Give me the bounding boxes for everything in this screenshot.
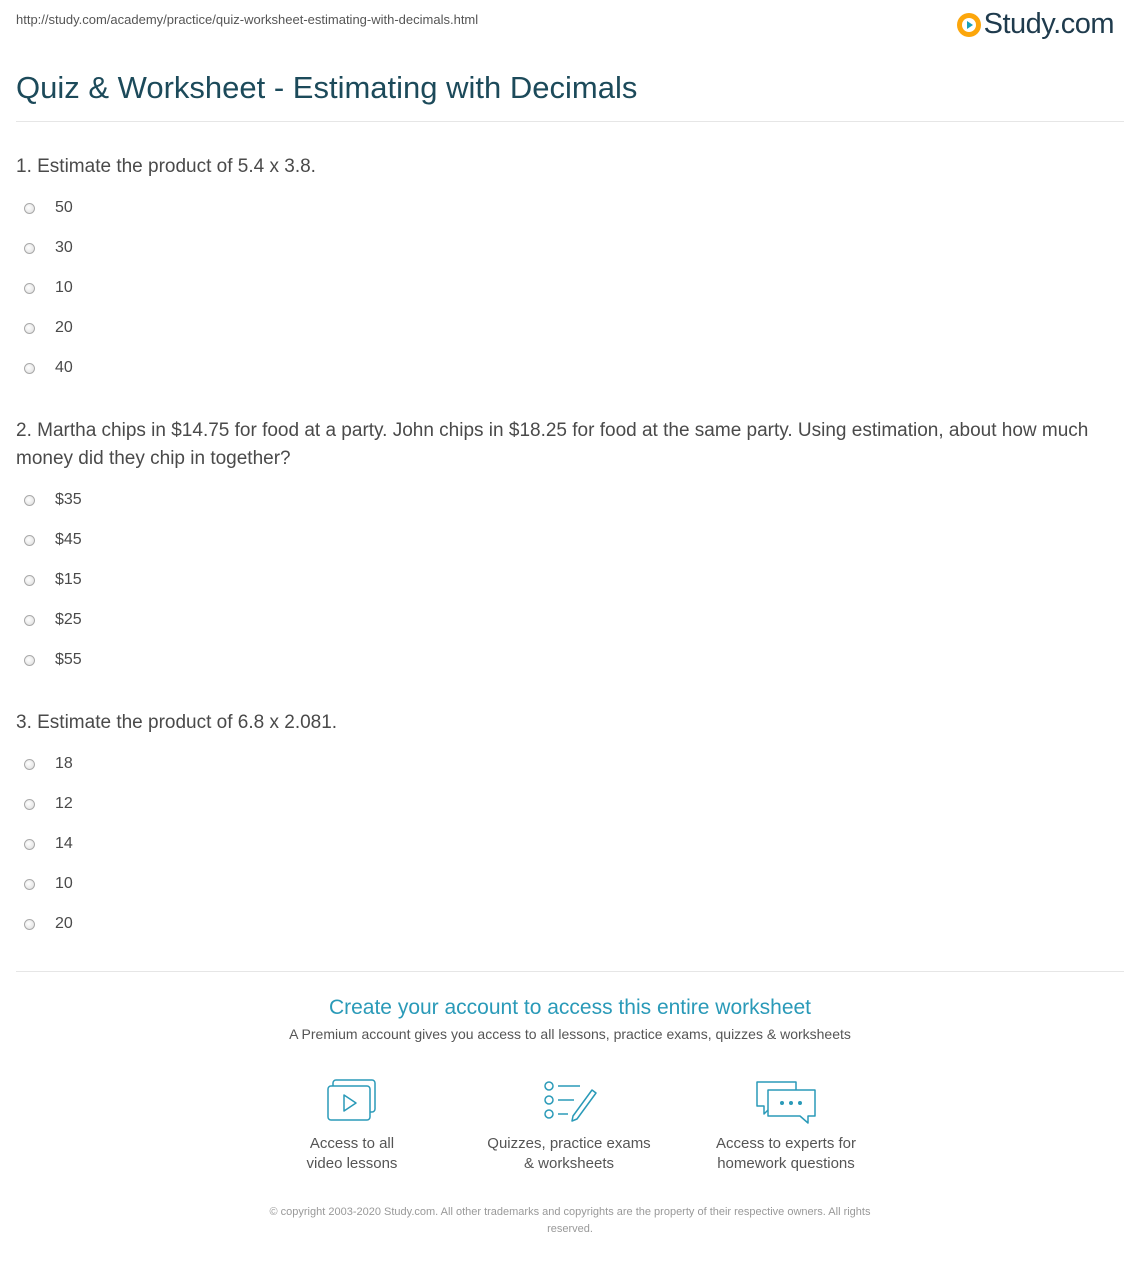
answer-option[interactable] [16, 268, 1110, 308]
answer-option[interactable] [16, 560, 1110, 600]
question-text: 1. Estimate the product of 5.4 x 3.8. [16, 156, 316, 177]
answer-label: 10 [55, 279, 73, 296]
copyright-notice: © copyright 2003-2020 Study.com. All other trademarks and copyrights are the property of their respective owners. All rights reserved. [269, 1206, 871, 1235]
answer-label: 20 [55, 915, 73, 932]
chat-experts-icon [754, 1078, 818, 1124]
answer-label: 20 [55, 319, 73, 336]
play-logo-icon [957, 13, 981, 37]
answer-option[interactable] [16, 864, 1110, 904]
answer-label: 50 [55, 199, 73, 216]
cta-subtitle: A Premium account gives you access to all lessons, practice exams, quizzes & worksheets [289, 1026, 851, 1042]
cta-title-link[interactable]: Create your account to access this entire worksheet [328, 996, 812, 1019]
answer-label: 40 [55, 359, 73, 376]
radio-button[interactable] [24, 575, 35, 586]
radio-button[interactable] [24, 203, 35, 214]
page-url[interactable]: http://study.com/academy/practice/quiz-worksheet-estimating-with-decimals.html [16, 12, 479, 27]
answer-option[interactable] [16, 520, 1110, 560]
page-title: Quiz & Worksheet - Estimating with Decimals [16, 70, 638, 105]
answer-list [16, 480, 1110, 680]
section-divider [16, 971, 1124, 972]
answer-option[interactable] [16, 640, 1110, 680]
answer-option[interactable] [16, 308, 1110, 348]
answer-label: $15 [55, 571, 82, 588]
radio-button[interactable] [24, 759, 35, 770]
answer-label: 10 [55, 875, 73, 892]
answer-option[interactable] [16, 784, 1110, 824]
answer-option[interactable] [16, 600, 1110, 640]
feature-video-lessons [252, 1078, 452, 1174]
question-2 [16, 417, 1110, 680]
feature-label: Access to experts for homework questions [715, 1135, 857, 1172]
answer-label: $55 [55, 651, 82, 668]
radio-button[interactable] [24, 323, 35, 334]
answer-list [16, 188, 1110, 388]
quiz-checklist-icon [540, 1078, 598, 1124]
video-lessons-icon [325, 1078, 379, 1124]
answer-label: $35 [55, 491, 82, 508]
answer-label: $45 [55, 531, 82, 548]
answer-option[interactable] [16, 824, 1110, 864]
answer-label: 12 [55, 795, 73, 812]
radio-button[interactable] [24, 879, 35, 890]
answer-option[interactable] [16, 744, 1110, 784]
answer-list [16, 744, 1110, 944]
radio-button[interactable] [24, 919, 35, 930]
question-3 [16, 709, 1110, 944]
answer-option[interactable] [16, 228, 1110, 268]
feature-experts [686, 1078, 886, 1174]
feature-label: Quizzes, practice exams & worksheets [487, 1135, 651, 1172]
radio-button[interactable] [24, 799, 35, 810]
question-text: 2. Martha chips in $14.75 for food at a party. John chips in $18.25 for food at the same party. Using estimation, about how much money did they chip in together? [16, 420, 1089, 469]
question-1 [16, 153, 1110, 388]
title-divider [16, 121, 1124, 122]
answer-label: 14 [55, 835, 73, 852]
radio-button[interactable] [24, 283, 35, 294]
radio-button[interactable] [24, 243, 35, 254]
radio-button[interactable] [24, 839, 35, 850]
radio-button[interactable] [24, 535, 35, 546]
radio-button[interactable] [24, 615, 35, 626]
answer-label: 30 [55, 239, 73, 256]
radio-button[interactable] [24, 363, 35, 374]
answer-option[interactable] [16, 480, 1110, 520]
logo-text: Study.com [983, 8, 1114, 40]
radio-button[interactable] [24, 495, 35, 506]
radio-button[interactable] [24, 655, 35, 666]
study-logo[interactable] [957, 8, 1114, 41]
answer-option[interactable] [16, 348, 1110, 388]
answer-label: $25 [55, 611, 82, 628]
premium-cta [0, 996, 1140, 1042]
answer-label: 18 [55, 755, 73, 772]
question-text: 3. Estimate the product of 6.8 x 2.081. [16, 712, 338, 733]
feature-quizzes [469, 1078, 669, 1174]
top-bar [16, 0, 1124, 60]
feature-label: Access to all video lessons [306, 1135, 398, 1172]
answer-option[interactable] [16, 188, 1110, 228]
answer-option[interactable] [16, 904, 1110, 944]
